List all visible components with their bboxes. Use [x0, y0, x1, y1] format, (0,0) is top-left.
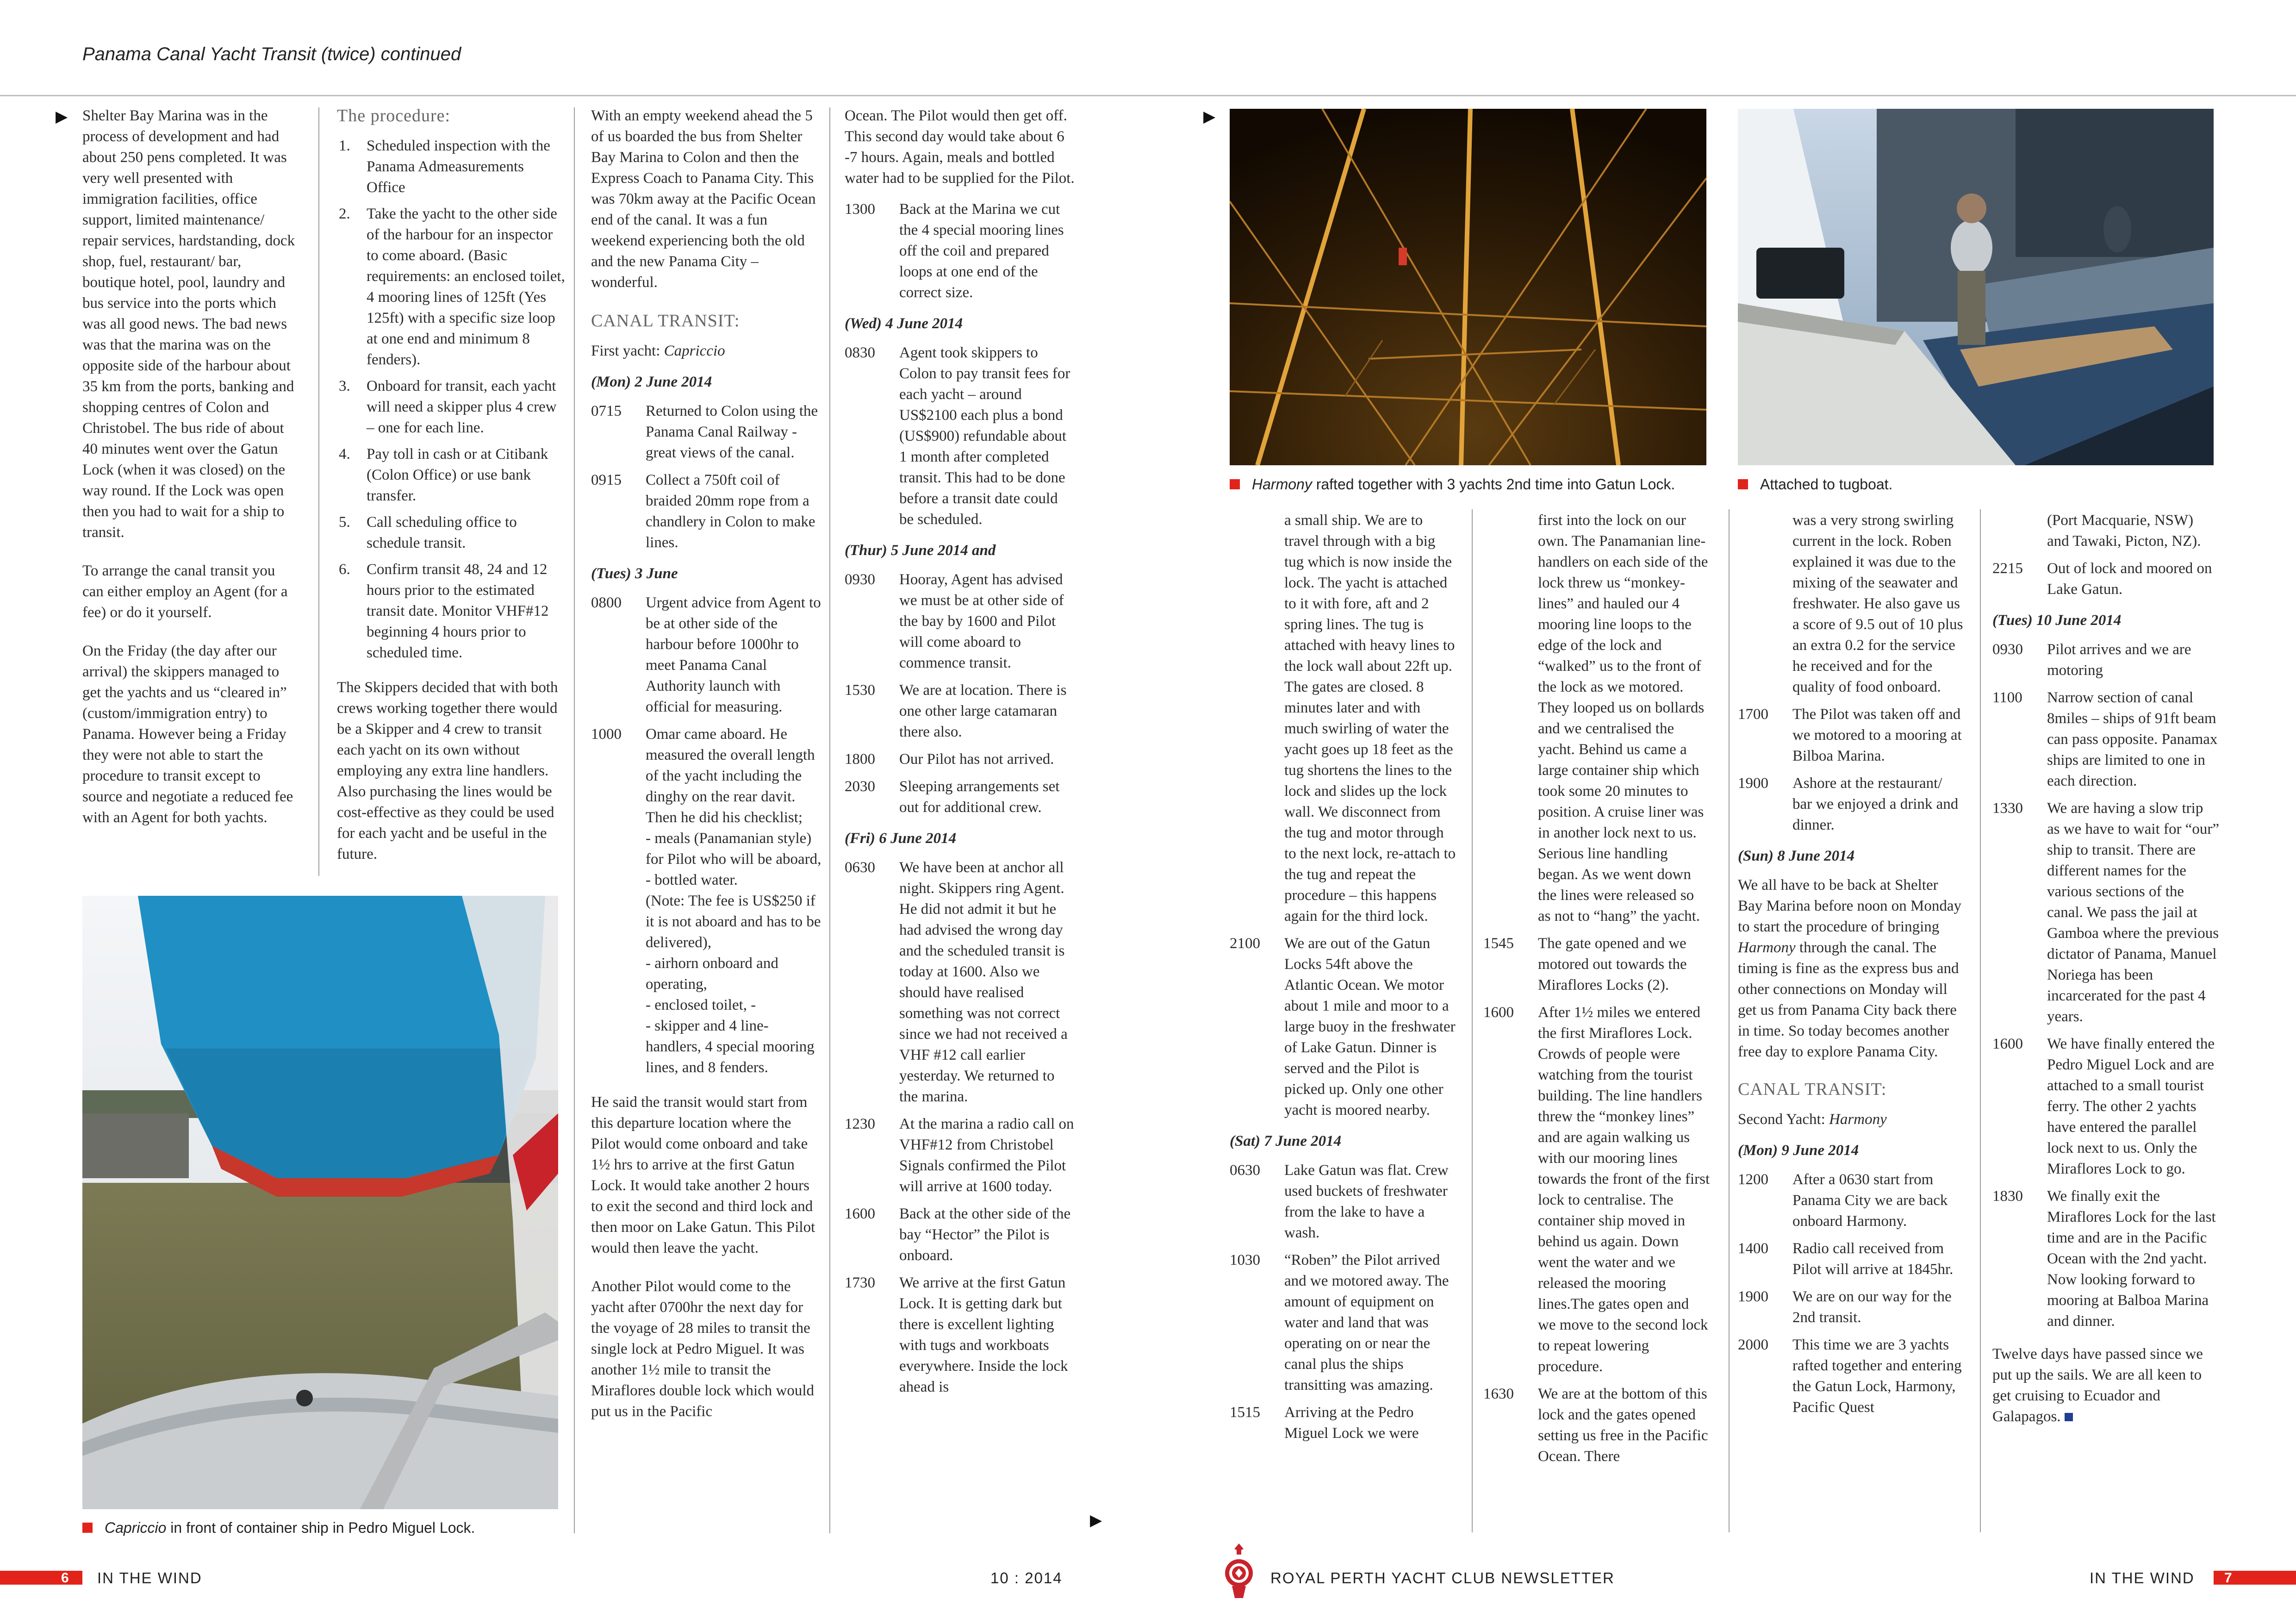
log-time: 0630 — [845, 859, 875, 876]
paragraph: To arrange the canal transit you can either employ an Agent (for a fee) or do it yourself. — [82, 562, 288, 621]
log-time: 1530 — [845, 682, 875, 699]
log-text: We finally exit the Miraflores Lock for the last time and are in the Pacific Ocean with the 2nd yacht. Now looking forward to mooring at Balboa Marina and dinner. — [2047, 1188, 2216, 1330]
footer-title: IN THE WIND — [97, 1569, 202, 1587]
column-5 — [1230, 510, 1456, 1450]
column-divider — [574, 107, 575, 1533]
log-time: 2215 — [1992, 560, 2023, 577]
log-entries — [1483, 933, 1710, 1467]
running-head: Panama Canal Yacht Transit (twice) continued — [82, 44, 461, 64]
log-entry — [1738, 1169, 1965, 1232]
log-entries — [845, 569, 1076, 818]
procedure-item — [337, 136, 566, 198]
column-divider — [1472, 509, 1473, 1532]
log-time: 0930 — [1992, 641, 2023, 658]
log-time: 1830 — [1992, 1188, 2023, 1205]
log-text: Arriving at the Pedro Miguel Lock we were — [1284, 1404, 1419, 1442]
log-text: The gate opened and we motored out towards the Miraflores Locks (2). — [1538, 935, 1687, 993]
item-number: 4. — [339, 446, 350, 462]
log-entries — [1230, 1160, 1456, 1444]
procedure-item — [337, 559, 566, 663]
log-text: We arrive at the first Gatun Lock. It is getting dark but there is excellent lighting with tugs and workboats everywhere. Inside the lock ahead is — [899, 1274, 1068, 1395]
item-text: Scheduled inspection with the Panama Admeasurements Office — [367, 137, 550, 196]
photo-caption: Harmony rafted together with 3 yachts 2nd time into Gatun Lock. — [1230, 476, 1675, 493]
log-time: 1600 — [1483, 1004, 1514, 1021]
log-text: After a 0630 start from Panama City we are back onboard Harmony. — [1792, 1171, 1948, 1230]
log-entries — [591, 593, 822, 1078]
log-entry — [845, 749, 1076, 770]
log-time: 1900 — [1738, 775, 1768, 792]
log-text: Urgent advice from Agent to be at other side of the harbour before 1000hr to meet Panama Canal Authority launch with official for measuring. — [646, 594, 821, 715]
log-time: 1515 — [1230, 1404, 1260, 1421]
log-entry — [1738, 1335, 1965, 1418]
log-text: Narrow section of canal 8miles – ships of 91ft beam can pass opposite. Panamax ships are limited to one in each direction. — [2047, 689, 2218, 789]
log-entries — [1992, 558, 2219, 600]
log-entry — [591, 470, 822, 553]
item-number: 2. — [339, 206, 350, 222]
log-time: 1200 — [1738, 1171, 1768, 1188]
log-time: 1900 — [1738, 1288, 1768, 1305]
log-text: The Pilot was taken off and we motored to a mooring at Bilboa Marina. — [1792, 706, 1962, 764]
log-entry — [845, 776, 1076, 818]
log-time: 1100 — [1992, 689, 2022, 706]
column-divider — [1980, 509, 1981, 1532]
log-text: After 1½ miles we entered the first Miraflores Lock. Crowds of people were watching from the tourist building. The line handlers threw the “monkey lines” and are again walking us with our mooring lines towards the front of the first lock to centralise. The container ship moved in behind us again. Down went the water and we released the mooring lines.The gates open and we move to the second lock to repeat lowering procedure. — [1538, 1004, 1710, 1375]
club-crest-logo — [1223, 1542, 1255, 1599]
date-heading: (Tues) 10 June 2014 — [1992, 612, 2122, 629]
log-text: Our Pilot has not arrived. — [899, 751, 1054, 768]
paragraph: On the Friday (the day after our arrival) the skippers managed to get the yachts and us “cleared in” (custom/immigration entry) to Panama. However being a Friday they were not able to start the procedure to transit except to source and negotiate a reduced fee with an Agent for both yachts. — [82, 643, 293, 826]
log-text: Agent took skippers to Colon to pay transit fees for each yacht – around US$2100 each plus a bond (US$900) refundable about 1 month after completed transit. This had to be done before a transit date could be scheduled. — [899, 344, 1070, 528]
end-mark-icon — [2065, 1413, 2073, 1421]
container-ship-photo — [82, 896, 558, 1509]
item-number: 6. — [339, 561, 350, 578]
item-text: Onboard for transit, each yacht will need a skipper plus 4 crew – one for each line. — [367, 378, 557, 436]
item-text: Call scheduling office to schedule transit. — [367, 514, 517, 551]
log-time: 1800 — [845, 751, 875, 768]
continue-arrow-icon: ▶ — [56, 107, 68, 126]
log-time: 1300 — [845, 201, 875, 218]
log-text: We are on our way for the 2nd transit. — [1792, 1288, 1952, 1326]
column-7 — [1738, 510, 1965, 1424]
bullet-square-icon — [1230, 479, 1240, 489]
paragraph: first into the lock on our own. The Panamanian line-handlers on each side of the lock threw us “monkey-lines” and hauled our 4 mooring line loops to the edge of the lock and “walked” us to the front of the lock as we motored. They looped us on bollards and we centralised the yacht. Behind us came a large container ship which took some 20 minutes to position. A cruise liner was in another lock next to us. Serious line handling began. As we went down the lines were released so as not to “hang” the yacht. — [1538, 512, 1708, 924]
log-entry — [1483, 933, 1710, 996]
log-text: We have finally entered the Pedro Miguel Lock and are attached to a small tourist ferry. The other 2 yachts have entered the parallel lock next to us. Only the Miraflores Lock to go. — [2047, 1036, 2215, 1177]
log-entry — [1738, 704, 1965, 767]
footer-club-name: ROYAL PERTH YACHT CLUB NEWSLETTER — [1270, 1569, 1615, 1587]
date-heading: (Thur) 5 June 2014 and — [845, 542, 996, 559]
log-text: Back at the other side of the bay “Hector” the Pilot is onboard. — [899, 1206, 1071, 1264]
item-number: 3. — [339, 378, 350, 394]
continue-arrow-icon: ▶ — [1090, 1511, 1102, 1530]
column-divider — [318, 107, 319, 876]
log-time: 0915 — [591, 472, 622, 488]
paragraph: (Port Macquarie, NSW) and Tawaki, Picton, NZ). — [2047, 512, 2201, 550]
column-divider — [829, 107, 830, 1533]
log-entry — [1230, 1402, 1456, 1444]
log-time: 2100 — [1230, 935, 1260, 952]
log-time: 1700 — [1738, 706, 1768, 723]
date-heading: (Mon) 9 June 2014 — [1738, 1142, 1859, 1159]
item-number: 5. — [339, 514, 350, 531]
section-heading: CANAL TRANSIT: — [591, 311, 740, 331]
log-entries — [1992, 639, 2219, 1332]
log-time: 2000 — [1738, 1337, 1768, 1353]
item-text: Take the yacht to the other side of the harbour for an inspector to come aboard. (Basic requirements: an enclosed toilet, 4 mooring lines of 125ft (Yes 125ft) with a specific size loop at one end and minimum 8 fenders). — [367, 206, 565, 368]
paragraph: He said the transit would start from this departure location where the Pilot would come onboard and take 1½ hrs to arrive at the first Gatun Lock. It would take another 2 hours to exit the second and third lock and then moor on Lake Gatun. This Pilot would then leave the yacht. — [591, 1094, 815, 1256]
log-entry — [591, 593, 822, 718]
continue-arrow-icon: ▶ — [1203, 107, 1216, 126]
paragraph: Another Pilot would come to the yacht after 0700hr the next day for the voyage of 28 miles to transit the single lock at Pedro Miguel. It was another 1½ mile to transit the Miraflores double lock which would put us in the Pacific — [591, 1278, 815, 1420]
paragraph: Shelter Bay Marina was in the process of development and had about 250 pens completed. It was very well presented with immigration facilities, office support, limited maintenance/ repair services, hardstanding, dock shop, fuel, restaurant/ bar, boutique hotel, pool, laundry and bus service into the ports which was all good news. The bad news was that the marina was on the opposite side of the harbour about 35 km from the ports, banking and shopping centres of Colon and Christobel. The bus ride of about 40 minutes went over the Gatun Lock (when it was closed) on the way round. If the Lock was open then you had to wait for a ship to transit. — [82, 107, 295, 541]
column-divider — [1729, 509, 1730, 1532]
log-time: 1000 — [591, 726, 622, 743]
log-entries — [845, 199, 1076, 303]
procedure-list — [337, 136, 566, 663]
log-entry — [1992, 558, 2219, 600]
log-entry — [1483, 1384, 1710, 1467]
tugboat-photo — [1738, 109, 2214, 465]
log-time: 0630 — [1230, 1162, 1260, 1179]
paragraph: We all have to be back at Shelter Bay Marina before noon on Monday to start the procedure of bringing Harmony through the canal. The timing is fine as the express bus and other connections on Monday will get us from Panama City back there in time. So today becomes another free day to explore Panama City. — [1738, 877, 1961, 1060]
item-text: Confirm transit 48, 24 and 12 hours prior to the estimated transit date. Monitor VHF#12 beginning 4 hours prior to scheduled time. — [367, 561, 549, 661]
log-time: 2030 — [845, 778, 875, 795]
column-8 — [1992, 510, 2219, 1445]
log-entries — [845, 857, 1076, 1398]
log-entry — [845, 1273, 1076, 1398]
log-text: Pilot arrives and we are motoring — [2047, 641, 2191, 679]
log-entries — [1230, 933, 1456, 1121]
log-entry — [1738, 1287, 1965, 1328]
section-heading: CANAL TRANSIT: — [1738, 1080, 1887, 1099]
paragraph: The Skippers decided that with both crews working together there would be a Skipper and 4 crew to transit each yacht on its own without employing any extra line handlers. Also purchasing the lines would be cost-effective as they could be used for each yacht and be useful in the future. — [337, 679, 558, 862]
photo-caption: Attached to tugboat. — [1738, 476, 1892, 493]
log-text: We are out of the Gatun Locks 54ft above the Atlantic Ocean. We motor about 1 mile and moor to a large buoy in the freshwater of Lake Gatun. Dinner is served and the Pilot is picked up. Only one other yacht is moored nearby. — [1284, 935, 1456, 1118]
log-time: 1545 — [1483, 935, 1514, 952]
second-yacht-line: Second Yacht: Harmony — [1738, 1111, 1887, 1128]
procedure-item — [337, 376, 566, 438]
log-time: 1600 — [1992, 1036, 2023, 1052]
log-text: Returned to Colon using the Panama Canal Railway - great views of the canal. — [646, 403, 818, 461]
column-6 — [1483, 510, 1710, 1474]
log-entry — [845, 569, 1076, 674]
date-heading: (Mon) 2 June 2014 — [591, 374, 712, 390]
date-heading: (Wed) 4 June 2014 — [845, 315, 963, 332]
item-number: 1. — [339, 137, 350, 154]
date-heading: (Fri) 6 June 2014 — [845, 830, 957, 847]
log-entry — [1738, 773, 1965, 836]
log-text: Hooray, Agent has advised we must be at other side of the bay by 1600 and Pilot will come aboard to commence transit. — [899, 571, 1064, 671]
log-entry — [845, 199, 1076, 303]
log-text: Sleeping arrangements set out for additional crew. — [899, 778, 1060, 816]
column-2 — [337, 106, 566, 882]
log-time: 1230 — [845, 1116, 875, 1132]
photo-caption: Capriccio in front of container ship in Pedro Miguel Lock. — [82, 1519, 475, 1537]
log-entries — [845, 343, 1076, 530]
date-heading: (Sun) 8 June 2014 — [1738, 848, 1855, 864]
log-entry — [1230, 1160, 1456, 1243]
paragraph: Ocean. The Pilot would then get off. This second day would take about 6 -7 hours. Again, meals and bottled water had to be supplied for the Pilot. — [845, 107, 1075, 187]
log-text: We are having a slow trip as we have to wait for “our” ship to transit. There are different names for the various sections of the canal. We pass the jail at Gamboa where the previous dictator of Panama, Manuel Noriega has been incarcerated for the past 4 years. — [2047, 800, 2220, 1025]
log-text: Ashore at the restaurant/ bar we enjoyed a drink and dinner. — [1792, 775, 1959, 833]
column-4 — [845, 106, 1076, 1404]
log-text: At the marina a radio call on VHF#12 from Christobel Signals confirmed the Pilot will arrive at 1600 today. — [899, 1116, 1074, 1195]
log-text: We have been at anchor all night. Skippers ring Agent. He did not admit it but he had advised the wrong day and the scheduled transit is today at 1600. Also we should have realised something was not correct since we had not received a VHF #12 call earlier yesterday. We returned to the marina. — [899, 859, 1068, 1105]
procedure-item — [337, 204, 566, 370]
log-entry — [1992, 1034, 2219, 1180]
log-entry — [1992, 639, 2219, 681]
column-1 — [82, 106, 295, 846]
item-text: Pay toll in cash or at Citibank (Colon Office) or use bank transfer. — [367, 446, 548, 504]
log-time: 1630 — [1483, 1386, 1514, 1402]
header-rule — [0, 95, 2296, 96]
log-text: We are at the bottom of this lock and the gates opened setting us free in the Pacific Ocean. There — [1538, 1386, 1708, 1465]
log-text: Radio call received from Pilot will arrive at 1845hr. — [1792, 1240, 1954, 1278]
log-entry — [1992, 687, 2219, 792]
footer-issue: 10 : 2014 — [990, 1569, 1063, 1587]
log-time: 0800 — [591, 594, 622, 611]
log-time: 1730 — [845, 1274, 875, 1291]
log-time: 1600 — [845, 1206, 875, 1222]
procedure-item — [337, 512, 566, 554]
column-3 — [591, 106, 822, 1440]
log-time: 0930 — [845, 571, 875, 588]
log-entry — [845, 343, 1076, 530]
procedure-item — [337, 444, 566, 506]
log-entry — [591, 401, 822, 463]
first-yacht-line: First yacht: Capriccio — [591, 343, 725, 359]
page-number: 7 — [2224, 1570, 2232, 1586]
log-text: Lake Gatun was flat. Crew used buckets of freshwater from the lake to have a wash. — [1284, 1162, 1449, 1241]
date-heading: (Tues) 3 June — [591, 565, 678, 582]
page-number: 6 — [61, 1570, 69, 1586]
log-text: “Roben” the Pilot arrived and we motored away. The amount of equipment on water and land that was operating on or near the canal plus the ships transitting was amazing. — [1284, 1252, 1449, 1393]
log-entry — [845, 680, 1076, 743]
log-entries — [1738, 704, 1965, 836]
log-entry — [1992, 1186, 2219, 1332]
log-entry — [845, 1204, 1076, 1266]
log-time: 0830 — [845, 344, 875, 361]
bullet-square-icon — [82, 1523, 93, 1533]
log-time: 1400 — [1738, 1240, 1768, 1257]
date-heading: (Sat) 7 June 2014 — [1230, 1133, 1342, 1149]
log-entry — [1483, 1002, 1710, 1377]
footer-red-bar — [0, 1571, 82, 1585]
paragraph: a small ship. We are to travel through with a big tug which is now inside the lock. The yacht is attached to it with fore, aft and 2 spring lines. The tug is attached with heavy lines to the lock wall about 22ft up. The gates are closed. 8 minutes later and with much swirling of water the yacht goes up 18 feet as the tug shortens the lines to the lock and slides up the lock wall. We disconnect from the tug and motor through to the next lock, re-attach to the tug and repeat the procedure – this happens again for the third lock. — [1284, 512, 1456, 924]
paragraph: was a very strong swirling current in the lock. Roben explained it was due to the mixing of the seawater and freshwater. He also gave us a score of 9.5 out of 10 plus an extra 0.2 for the service he received and for the quality of food onboard. — [1792, 512, 1963, 695]
log-entry — [1230, 1250, 1456, 1396]
log-text: This time we are 3 yachts rafted together and entering the Gatun Lock, Harmony, Pacific Quest — [1792, 1337, 1962, 1416]
log-entry — [845, 1114, 1076, 1197]
closing-paragraph: Twelve days have passed since we put up the sails. We are all keen to get cruising to Ecuador and Galapagos. — [1992, 1346, 2203, 1425]
paragraph: With an empty weekend ahead the 5 of us boarded the bus from Shelter Bay Marina to Colon and then the Express Coach to Panama City. This was 70km away at the Pacific Ocean end of the canal. It was a fun weekend experiencing both the old and the new Panama City – wonderful. — [591, 107, 816, 291]
log-text: Collect a 750ft coil of braided 20mm rope from a chandlery in Colon to make lines. — [646, 472, 815, 551]
footer-title: IN THE WIND — [2090, 1569, 2195, 1587]
log-entries — [591, 401, 822, 553]
log-entry — [845, 857, 1076, 1107]
log-time: 1330 — [1992, 800, 2023, 817]
masts-night-photo — [1230, 109, 1706, 465]
log-text: We are at location. There is one other large catamaran there also. — [899, 682, 1067, 740]
log-time: 0715 — [591, 403, 622, 419]
log-entry — [1230, 933, 1456, 1121]
log-entry — [1992, 798, 2219, 1027]
log-time: 1030 — [1230, 1252, 1260, 1268]
log-entry — [591, 724, 822, 1078]
log-text: Omar came aboard. He measured the overall length of the yacht including the dinghy on the rear davit. Then he did his checklist; - meals (Panamanian style) for Pilot who will be aboard, - bottled water. (Note: The fee is US$250 if it is not aboard and has to be delivered), - airhorn onboard and operating, - enclosed toilet, - - skipper and 4 line-handlers, 4 special mooring lines, and 8 fenders. — [646, 726, 821, 1076]
bullet-square-icon — [1738, 479, 1748, 489]
log-text: Back at the Marina we cut the 4 special mooring lines off the coil and prepared loops at one end of the correct size. — [899, 201, 1064, 301]
section-heading: The procedure: — [337, 106, 451, 125]
log-text: Out of lock and moored on Lake Gatun. — [2047, 560, 2212, 598]
log-entry — [1738, 1238, 1965, 1280]
log-entries — [1738, 1169, 1965, 1418]
